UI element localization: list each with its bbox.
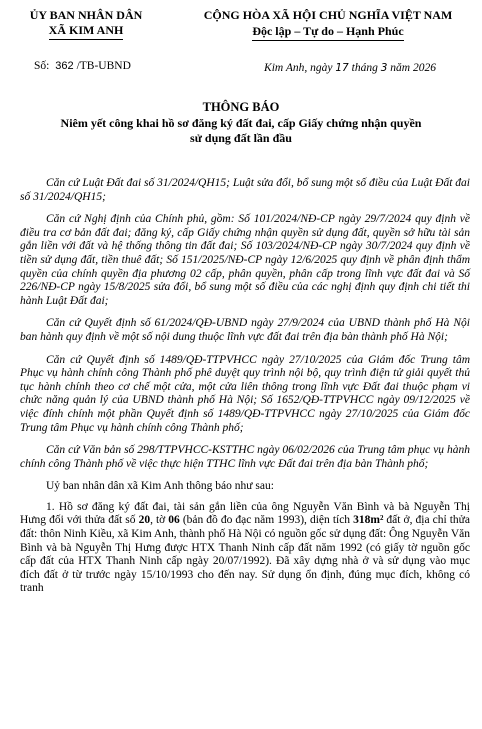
legal-basis-law: Căn cứ Luật Đất đai số 31/2024/QH15; Luật sửa đổi, bổ sung một số điều của Luật Đất đai số 31/2024/QH15; xyxy=(20,177,470,203)
legal-basis-center-decisions: Căn cứ Quyết định số 1489/QĐ-TTPVHCC ngày 27/10/2025 của Giám đốc Trung tâm Phục vụ hành chính công Thành phố phê duyệt quy trình nội bộ, quy trình điện tử giải quyết thủ tục hành chính theo cơ chế một cửa, một cửa liên thông trong lĩnh vực Đất đai thuộc phạm vi chức năng quản lý của UBND thành phố Hà Nội; Số 1652/QĐ-TTPVHCC ngày 09/12/2025 về việc đính chính một phần Quyết định số 1489/QĐ-TTPVHCC ngày 27/10/2025 của Giám đốc Trung tâm Phục vụ hành chính công Thành phố; xyxy=(20,353,470,434)
announce-intro: Uỷ ban nhân dân xã Kim Anh thông báo như sau: xyxy=(46,480,274,493)
national-motto: Độc lập – Tự do – Hạnh Phúc xyxy=(252,24,403,41)
place-prefix: Kim Anh, ngày xyxy=(264,62,333,74)
month-label: tháng xyxy=(351,62,378,74)
authority-name: ỦY BAN NHÂN DÂN xyxy=(29,8,143,22)
commune-name: XÃ KIM ANH xyxy=(49,23,124,40)
item-1-paragraph xyxy=(20,501,470,596)
item-1-text-c: (bản đồ đo đạc năm 1993), diện tích xyxy=(179,514,354,527)
doc-no-value: 362 xyxy=(55,60,74,72)
issuing-authority xyxy=(0,8,172,40)
national-header xyxy=(178,8,478,41)
doc-no-suffix: /TB-UBND xyxy=(76,60,131,72)
parcel-number: 20 xyxy=(138,514,151,527)
national-title: CỘNG HÒA XÃ HỘI CHỦ NGHĨA VIỆT NAM xyxy=(203,8,453,22)
legal-basis-document: Căn cứ Văn bản số 298/TTPVHCC-KSTTHC ngày 06/02/2026 của Trung tâm phục vụ hành chính công Thành phố về việc thực hiện TTHC lĩnh vực Đất đai trên địa bàn Thành phố; xyxy=(20,444,470,470)
item-1-text-b: , tờ xyxy=(150,514,169,527)
land-area: 318m² xyxy=(353,514,384,527)
legal-basis-decrees: Căn cứ Nghị định của Chính phủ, gồm: Số 101/2024/NĐ-CP ngày 29/7/2024 quy định về điều tra cơ bản đất đai; đăng ký, cấp Giấy chứng nhận quyền sử dụng đất, quyền sở hữu tài sản gắn liền với đất và hệ thống thông tin đất đai; Số 103/2024/NĐ-CP ngày 30/7/2024 quy định về tiền sử dụng đất, tiền thuê đất; Số 151/2025/NĐ-CP ngày 12/6/2025 quy định về phân định thẩm quyền của chính quyền địa phương 02 cấp, phân quyền, phân cấp trong lĩnh vực đất đai và Số 226/NĐ-CP ngày 15/8/2025 sửa đổi, bổ sung một số điều của các nghị định quy định chi tiết thi hành Luật Đất đai; xyxy=(20,213,470,307)
date-month: 3 xyxy=(380,62,388,74)
notice-body xyxy=(20,177,470,596)
legal-basis-city-decision: Căn cứ Quyết định số 61/2024/QĐ-UBND ngày 27/9/2024 của UBND thành phố Hà Nội ban hành quy định về một số nội dung thuộc lĩnh vực đất đai trên địa bàn thành phố Hà Nội; xyxy=(20,317,470,343)
doc-no-prefix: Số: xyxy=(34,60,50,72)
item-1-text-d: đất ở, địa chỉ thửa đất: thôn Ninh Kiều, xã Kim Anh, thành phố Hà Nội có nguồn gốc sử dụng đất: Ông Nguyễn Văn Bình và bà Nguyễn Thị Hưng được HTX Thanh Ninh cấp đất năm 1992 (có giấy tờ nguồn gốc cấp đất của HTX Thanh Ninh cấp ngày 20/07/1992). Đã xây dựng nhà ở và sử dụng vào mục đích đất ở từ trước ngày 15/10/1993 cho đến nay. Sử dụng ổn định, đúng mục đích, không có tranh xyxy=(20,514,470,595)
document-number xyxy=(34,60,131,72)
place-and-date xyxy=(225,62,475,74)
notice-subtitle: Niêm yết công khai hồ sơ đăng ký đất đai, cấp Giấy chứng nhận quyền sử dụng đất lần đầu xyxy=(60,116,422,145)
item-1-text-a: 1. Hồ sơ đăng ký đất đai, tài sản gắn liền của ông Nguyễn Văn Bình và bà Nguyễn Thị Hưng đối với thửa đất số xyxy=(20,500,470,527)
map-sheet-number: 06 xyxy=(168,514,180,527)
notice-title: THÔNG BÁO xyxy=(202,100,280,114)
date-day: 17 xyxy=(335,62,349,74)
year-label: năm 2026 xyxy=(390,62,436,74)
